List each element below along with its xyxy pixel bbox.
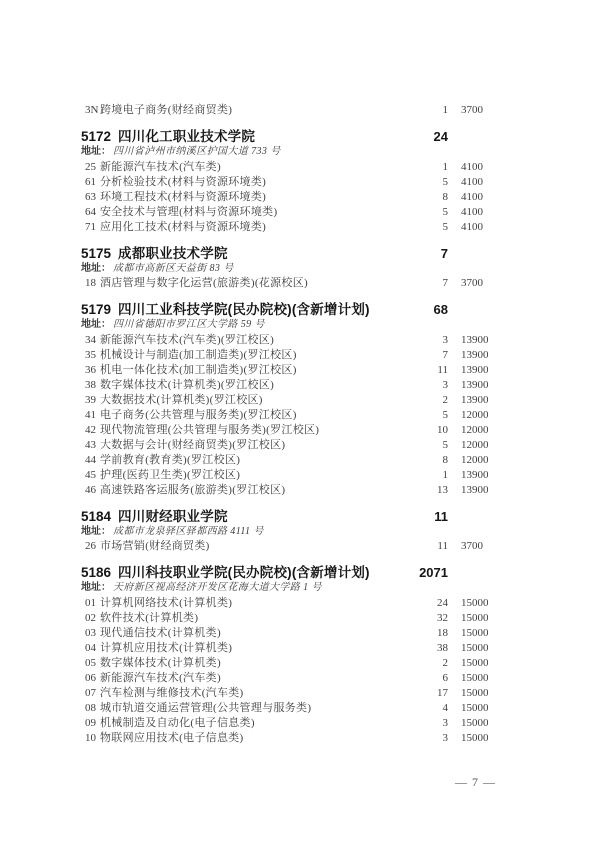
institution-header bbox=[81, 128, 488, 145]
program-tuition-fee: 13900 bbox=[461, 393, 489, 406]
program-code: 34 bbox=[85, 333, 96, 346]
program-row bbox=[81, 438, 488, 453]
program-row bbox=[81, 175, 488, 190]
program-name: 物联网应用技术(电子信息类) bbox=[100, 731, 244, 744]
program-plan-count: 24 bbox=[437, 596, 448, 609]
address-value: 四川省德阳市罗江区大学路 59 号 bbox=[113, 319, 265, 330]
institution-code: 5184 bbox=[81, 508, 112, 524]
program-row bbox=[81, 468, 488, 483]
program-name: 市场营销(财经商贸类) bbox=[100, 540, 210, 552]
program-tuition-fee: 15000 bbox=[461, 626, 489, 639]
program-code: 64 bbox=[85, 205, 96, 218]
program-code: 3N bbox=[85, 104, 99, 116]
program-code: 08 bbox=[85, 701, 96, 714]
program-row-continuation bbox=[81, 103, 488, 118]
program-code: 06 bbox=[85, 671, 96, 684]
institution-section bbox=[81, 508, 488, 555]
program-name: 数字媒体技术(计算机类)(罗江校区) bbox=[100, 378, 275, 391]
program-tuition-fee: 12000 bbox=[461, 438, 489, 451]
program-code: 42 bbox=[85, 423, 96, 436]
institution-name: 四川科技职业学院(民办院校)(含新增计划) bbox=[118, 565, 370, 580]
address-label: 地址： bbox=[81, 262, 111, 274]
institution-section bbox=[81, 128, 488, 235]
address-row bbox=[81, 262, 488, 277]
program-row bbox=[81, 596, 488, 611]
program-tuition-fee: 4100 bbox=[461, 220, 483, 233]
institution-header bbox=[81, 245, 488, 262]
program-plan-count: 1 bbox=[442, 160, 448, 173]
institution-name: 四川财经职业学院 bbox=[118, 508, 228, 524]
program-tuition-fee: 15000 bbox=[461, 701, 489, 714]
program-row bbox=[81, 701, 488, 716]
program-tuition-fee: 13900 bbox=[461, 378, 489, 391]
program-code: 18 bbox=[85, 277, 96, 289]
program-tuition-fee: 15000 bbox=[461, 671, 489, 684]
program-tuition-fee: 12000 bbox=[461, 453, 489, 466]
program-code: 36 bbox=[85, 363, 96, 376]
program-name: 软件技术(计算机类) bbox=[100, 611, 199, 624]
program-name: 新能源汽车技术(汽车类)(罗江校区) bbox=[100, 333, 275, 346]
program-plan-count: 4 bbox=[442, 701, 448, 714]
program-row bbox=[81, 716, 488, 731]
institution-code: 5186 bbox=[81, 565, 112, 580]
program-plan-count: 18 bbox=[437, 626, 448, 639]
program-tuition-fee: 4100 bbox=[461, 175, 483, 188]
program-code: 61 bbox=[85, 175, 96, 188]
address-row bbox=[81, 525, 488, 540]
program-name: 计算机应用技术(计算机类) bbox=[100, 641, 233, 654]
institution-section bbox=[81, 245, 488, 292]
address-value: 天府新区视高经济开发区花海大道大学路 1 号 bbox=[113, 582, 322, 593]
program-tuition-fee: 13900 bbox=[461, 363, 489, 376]
address-row bbox=[81, 318, 488, 333]
program-row bbox=[81, 539, 488, 554]
program-code: 71 bbox=[85, 220, 96, 233]
program-plan-count: 1 bbox=[442, 104, 448, 116]
institution-section bbox=[81, 301, 488, 498]
institution-header bbox=[81, 564, 488, 581]
program-row bbox=[81, 656, 488, 671]
program-code: 02 bbox=[85, 611, 96, 624]
program-tuition-fee: 15000 bbox=[461, 611, 489, 624]
program-name: 汽车检测与维修技术(汽车类) bbox=[100, 686, 244, 699]
program-row bbox=[81, 276, 488, 291]
address-label: 地址： bbox=[81, 319, 111, 330]
program-tuition-fee: 15000 bbox=[461, 641, 489, 654]
program-plan-count: 7 bbox=[442, 277, 448, 289]
address-row bbox=[81, 581, 488, 596]
program-plan-count: 32 bbox=[437, 611, 448, 624]
program-code: 44 bbox=[85, 453, 96, 466]
program-tuition-fee: 3700 bbox=[461, 540, 483, 552]
program-name: 大数据与会计(财经商贸类)(罗江校区) bbox=[100, 438, 286, 451]
program-code: 39 bbox=[85, 393, 96, 406]
program-code: 26 bbox=[85, 540, 96, 552]
program-row bbox=[81, 160, 488, 175]
program-code: 03 bbox=[85, 626, 96, 639]
program-tuition-fee: 4100 bbox=[461, 160, 483, 173]
institution-header bbox=[81, 508, 488, 525]
institution-total-plan: 24 bbox=[433, 129, 448, 144]
program-name: 新能源汽车技术(汽车类) bbox=[100, 671, 221, 684]
institution-name: 成都职业技术学院 bbox=[118, 245, 228, 261]
address-row bbox=[81, 145, 488, 160]
program-plan-count: 3 bbox=[442, 716, 448, 729]
program-name: 电子商务(公共管理与服务类)(罗江校区) bbox=[100, 408, 297, 421]
program-plan-count: 5 bbox=[442, 408, 448, 421]
institution-code: 5179 bbox=[81, 302, 112, 317]
admission-plan-list bbox=[81, 103, 488, 746]
program-plan-count: 11 bbox=[437, 540, 448, 552]
program-code: 01 bbox=[85, 596, 96, 609]
program-plan-count: 2 bbox=[442, 393, 448, 406]
program-plan-count: 17 bbox=[437, 686, 448, 699]
program-code: 43 bbox=[85, 438, 96, 451]
program-plan-count: 5 bbox=[442, 438, 448, 451]
program-name: 机电一体化技术(加工制造类)(罗江校区) bbox=[100, 363, 297, 376]
program-plan-count: 10 bbox=[437, 423, 448, 436]
institution-total-plan: 11 bbox=[434, 508, 448, 524]
program-plan-count: 11 bbox=[437, 363, 448, 376]
program-tuition-fee: 4100 bbox=[461, 205, 483, 218]
address-value: 四川省泸州市纳溪区护国大道 733 号 bbox=[113, 146, 281, 157]
program-row bbox=[81, 453, 488, 468]
program-plan-count: 5 bbox=[442, 175, 448, 188]
address-value: 成都市高新区天益街 83 号 bbox=[113, 262, 234, 274]
program-tuition-fee: 4100 bbox=[461, 190, 483, 203]
program-row bbox=[81, 731, 488, 746]
program-plan-count: 8 bbox=[442, 453, 448, 466]
institution-total-plan: 68 bbox=[433, 302, 448, 317]
program-row bbox=[81, 363, 488, 378]
program-tuition-fee: 15000 bbox=[461, 596, 489, 609]
institution-name: 四川工业科技学院(民办院校)(含新增计划) bbox=[118, 302, 370, 317]
program-plan-count: 13 bbox=[437, 483, 448, 496]
address-label: 地址： bbox=[81, 525, 111, 537]
program-code: 25 bbox=[85, 160, 96, 173]
institution-total-plan: 2071 bbox=[419, 565, 448, 580]
program-plan-count: 8 bbox=[442, 190, 448, 203]
program-code: 63 bbox=[85, 190, 96, 203]
program-name: 高速铁路客运服务(旅游类)(罗江校区) bbox=[100, 483, 286, 496]
institution-name: 四川化工职业技术学院 bbox=[118, 129, 256, 144]
program-row bbox=[81, 393, 488, 408]
program-row bbox=[81, 483, 488, 498]
program-plan-count: 1 bbox=[442, 468, 448, 481]
program-tuition-fee: 3700 bbox=[461, 104, 483, 116]
program-tuition-fee: 3700 bbox=[461, 277, 483, 289]
program-name: 应用化工技术(材料与资源环境类) bbox=[100, 220, 267, 233]
program-tuition-fee: 15000 bbox=[461, 656, 489, 669]
program-name: 分析检验技术(材料与资源环境类) bbox=[100, 175, 267, 188]
program-name: 环境工程技术(材料与资源环境类) bbox=[100, 190, 267, 203]
program-plan-count: 7 bbox=[442, 348, 448, 361]
program-name: 现代物流管理(公共管理与服务类)(罗江校区) bbox=[100, 423, 320, 436]
program-name: 大数据技术(计算机类)(罗江校区) bbox=[100, 393, 263, 406]
program-name: 机械设计与制造(加工制造类)(罗江校区) bbox=[100, 348, 297, 361]
program-row bbox=[81, 408, 488, 423]
program-row bbox=[81, 220, 488, 235]
program-row bbox=[81, 190, 488, 205]
program-code: 07 bbox=[85, 686, 96, 699]
program-code: 46 bbox=[85, 483, 96, 496]
program-row bbox=[81, 205, 488, 220]
address-value: 成都市龙泉驿区驿都西路 4111 号 bbox=[113, 525, 264, 537]
program-name: 安全技术与管理(材料与资源环境类) bbox=[100, 205, 278, 218]
program-code: 09 bbox=[85, 716, 96, 729]
program-name: 学前教育(教育类)(罗江校区) bbox=[100, 453, 241, 466]
program-tuition-fee: 15000 bbox=[461, 686, 489, 699]
program-plan-count: 38 bbox=[437, 641, 448, 654]
program-tuition-fee: 15000 bbox=[461, 716, 489, 729]
program-name: 护理(医药卫生类)(罗江校区) bbox=[100, 468, 241, 481]
program-code: 41 bbox=[85, 408, 96, 421]
program-row bbox=[81, 686, 488, 701]
address-label: 地址： bbox=[81, 582, 111, 593]
program-row bbox=[81, 611, 488, 626]
program-plan-count: 2 bbox=[442, 656, 448, 669]
address-label: 地址： bbox=[81, 146, 111, 157]
program-code: 35 bbox=[85, 348, 96, 361]
program-tuition-fee: 12000 bbox=[461, 423, 489, 436]
program-tuition-fee: 13900 bbox=[461, 468, 489, 481]
institution-list bbox=[81, 128, 488, 746]
program-plan-count: 3 bbox=[442, 731, 448, 744]
program-row bbox=[81, 626, 488, 641]
page-number: — 7 — bbox=[455, 775, 496, 789]
program-tuition-fee: 12000 bbox=[461, 408, 489, 421]
program-plan-count: 3 bbox=[442, 378, 448, 391]
program-row bbox=[81, 348, 488, 363]
program-name: 现代通信技术(计算机类) bbox=[100, 626, 221, 639]
institution-header bbox=[81, 301, 488, 318]
institution-code: 5175 bbox=[81, 245, 112, 261]
program-tuition-fee: 15000 bbox=[461, 731, 489, 744]
program-name: 跨境电子商务(财经商贸类) bbox=[100, 104, 233, 116]
program-row bbox=[81, 641, 488, 656]
program-plan-count: 6 bbox=[442, 671, 448, 684]
institution-code: 5172 bbox=[81, 129, 112, 144]
program-name: 计算机网络技术(计算机类) bbox=[100, 596, 233, 609]
program-name: 机械制造及自动化(电子信息类) bbox=[100, 716, 255, 729]
program-row bbox=[81, 423, 488, 438]
program-code: 05 bbox=[85, 656, 96, 669]
program-plan-count: 3 bbox=[442, 333, 448, 346]
program-code: 04 bbox=[85, 641, 96, 654]
program-row bbox=[81, 671, 488, 686]
program-name: 城市轨道交通运营管理(公共管理与服务类) bbox=[100, 701, 312, 714]
program-tuition-fee: 13900 bbox=[461, 483, 489, 496]
program-code: 45 bbox=[85, 468, 96, 481]
program-tuition-fee: 13900 bbox=[461, 348, 489, 361]
institution-section bbox=[81, 564, 488, 746]
program-plan-count: 5 bbox=[442, 205, 448, 218]
program-plan-count: 5 bbox=[442, 220, 448, 233]
program-name: 新能源汽车技术(汽车类) bbox=[100, 160, 221, 173]
program-tuition-fee: 13900 bbox=[461, 333, 489, 346]
program-code: 38 bbox=[85, 378, 96, 391]
program-code: 10 bbox=[85, 731, 96, 744]
program-row bbox=[81, 333, 488, 348]
program-name: 酒店管理与数字化运营(旅游类)(花源校区) bbox=[100, 277, 308, 289]
program-row bbox=[81, 378, 488, 393]
program-name: 数字媒体技术(计算机类) bbox=[100, 656, 221, 669]
institution-total-plan: 7 bbox=[440, 245, 448, 261]
